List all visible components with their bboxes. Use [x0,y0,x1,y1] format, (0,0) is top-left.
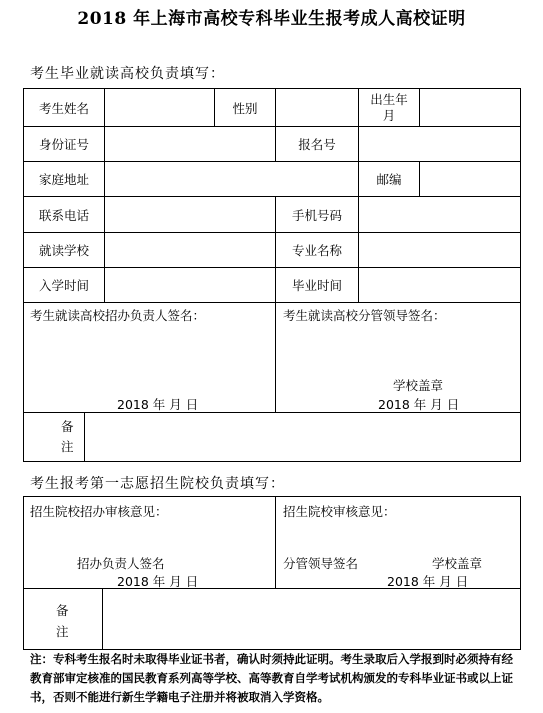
label-phone: 联系电话 [38,207,89,223]
label-mobile: 手机号码 [291,207,342,223]
page-title: 2018 年上海市高校专科毕业生报考成人高校证明 [77,9,466,29]
leader-sign: 分管领导签名 [283,556,359,571]
label-birth: 出生年月 [370,91,408,123]
label-postcode: 邮编 [376,172,402,187]
remark2-label-1: 备 [56,603,69,618]
admission-office-opinion: 招生院校招办审核意见： [30,504,168,519]
date-right: 2018 年 月 日 [378,397,460,412]
footnote: 注：专科考生报名时未取得毕业证书者，确认时须持此证明。考生录取后入学报到时必须持有经教育部审定核准的国民教育系列高等学校、高等教育自学考试机构颁发的专科毕业证书或以上证书，否则不能进行新生学籍电子注册并将被取消入学资格。 [30,652,513,704]
date-right-2: 2018 年 月 日 [387,574,469,589]
label-school: 就读学校 [38,243,89,258]
label-gender: 性别 [232,100,258,116]
label-graduate: 毕业时间 [291,278,342,293]
sign-left-label: 考生就读高校招办负责人签名： [30,308,206,323]
remark2-label-2: 注 [56,624,69,639]
section2-heading: 考生报考第一志愿招生院校负责填写： [30,476,285,492]
label-address: 家庭地址 [38,172,89,187]
date-left: 2018 年 月 日 [117,397,199,412]
remark-label-2: 注 [61,439,74,454]
label-reg-no: 报名号 [298,137,336,152]
admission-school-opinion: 招生院校审核意见： [283,504,396,519]
school-stamp-2: 学校盖章 [432,556,483,571]
label-enroll: 入学时间 [38,278,89,293]
date-left-2: 2018 年 月 日 [117,574,199,589]
school-stamp: 学校盖章 [393,378,444,393]
office-head-sign: 招办负责人签名 [77,556,165,571]
label-name: 考生姓名 [38,100,89,116]
remark-label-1: 备 [61,419,74,434]
section1-heading: 考生毕业就读高校负责填写： [30,66,225,82]
label-id: 身份证号 [38,137,89,152]
label-major: 专业名称 [291,243,342,258]
sign-right-label: 考生就读高校分管领导签名： [283,308,446,323]
